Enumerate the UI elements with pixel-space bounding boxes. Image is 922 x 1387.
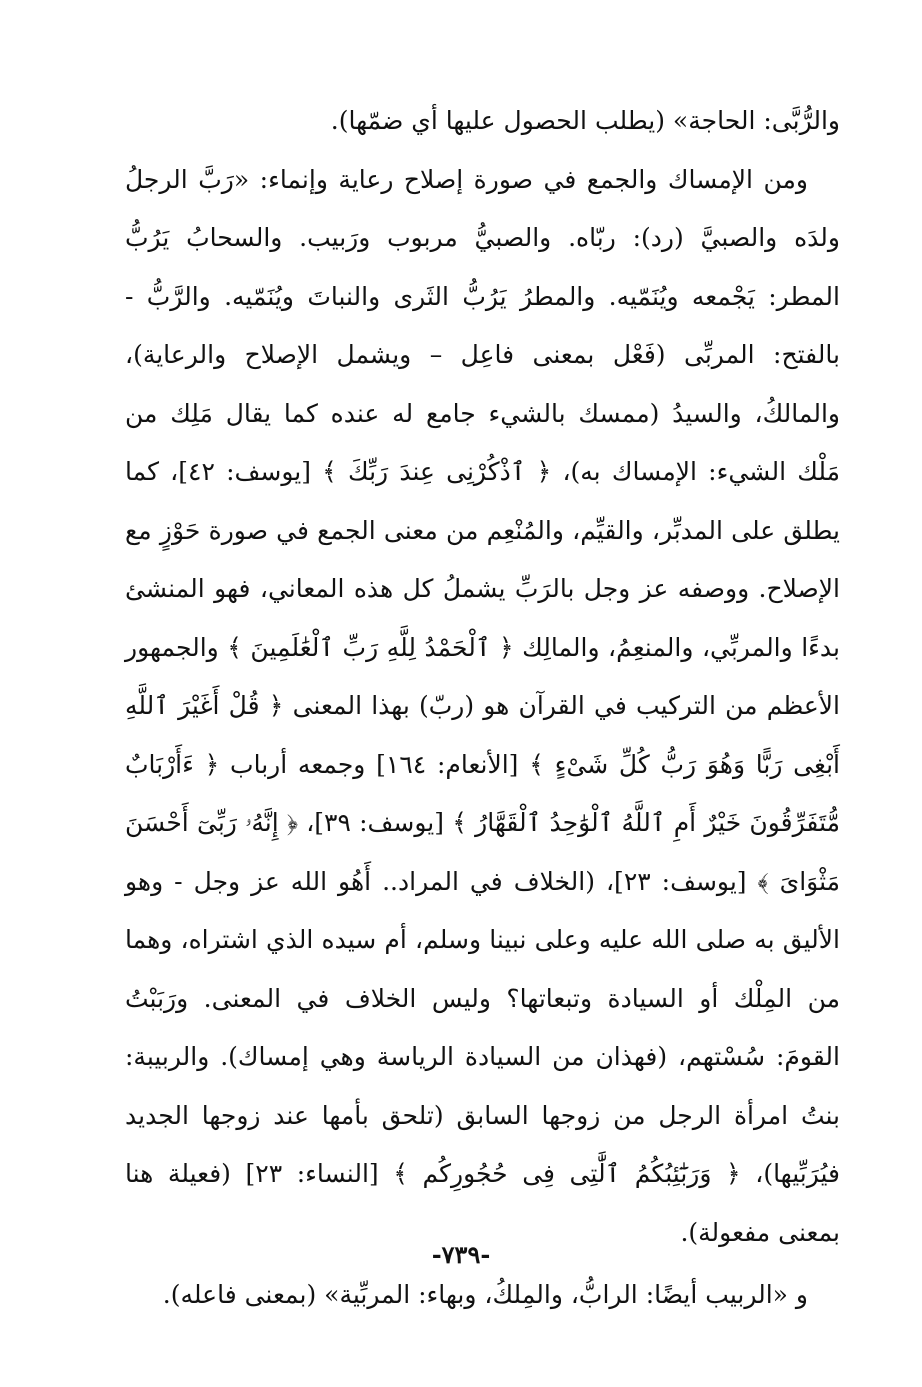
paragraph-1: والرُّبَّى: الحاجة» (يطلب الحصول عليها أي ضمّها). xyxy=(330,106,840,135)
paragraph-2: ومن الإمساك والجمع في صورة إصلاح رعاية وإنماء: «رَبَّ الرجلُ ولدَه والصبيَّ (رد): ربّاه. والصبيُّ مربوب ورَبيب. والسحابُ يَرُبُّ المطر: يَجْمعه ويُنَمّيه. والمطرُ يَرُبُّ الثَرى والنباتَ ويُنَمّيه. والرَّبُّ - بالفتح: المربِّى (فَعْل بمعنى فاعِل – ويشمل الإصلاح والرعاية)، والمالكُ، والسيدُ (ممسك بالشيء جامع له عنده كما يقال مَلِك من مَلْك الشيء: الإمساك به)، ﴿ ٱذْكُرْنِى عِندَ رَبِّكَ ﴾ [يوسف: ٤٢]، كما يطلق على المدبِّر، والقيِّم، والمُنْعِم من معنى الجمع في صورة حَوْزٍ مع الإصلاح. ووصفه عز وجل بالرَبِّ يشملُ كل هذه المعاني، فهو المنشئ بدءًا والمربِّي، والمنعِمُ، والمالِك ﴿ ٱلْحَمْدُ لِلَّهِ رَبِّ ٱلْعَٰلَمِينَ ﴾ والجمهور الأعظم من التركيب في القرآن هو (ربّ) بهذا المعنى ﴿ قُلْ أَغَيْرَ ٱللَّهِ أَبْغِى رَبًّا وَهُوَ رَبُّ كُلِّ شَىْءٍ ﴾ [الأنعام: ١٦٤] وجمعه أرباب ﴿ ءَأَرْبَابٌ مُّتَفَرِّقُونَ خَيْرٌ أَمِ ٱللَّهُ ٱلْوَٰحِدُ ٱلْقَهَّارُ ﴾ [يوسف: ٣٩]، ﴿ إِنَّهُۥ رَبِّىٓ أَحْسَنَ مَثْوَاىَ ﴾ [يوسف: ٢٣]، (الخلاف في المراد.. أَهُو الله عز وجل - وهو الأليق به صلى الله عليه وعلى نبينا وسلم، أم سيده الذي اشتراه، وهما من المِلْك أو السيادة وتبعاتها؟ وليس الخلاف في المعنى. ورَبَبْتُ القومَ: سُسْتهم، (فهذان من السيادة الرياسة وهي إمساك). والربيبة: بنتُ امرأة الرجل من زوجها السابق (تلحق بأمها عند زوجها الجديد فيُرَبِّيها)، ﴿ وَرَبَٰٓئِبُكُمُ ٱلَّٰتِى فِى حُجُورِكُم ﴾ [النساء: ٢٣] (فعيلة هنا بمعنى مفعولة). xyxy=(125,164,841,1247)
paragraph-3: و «الربيب أيضًا: الرابُّ، والمِلكُ، وبهاء: المربِّية» (بمعنى فاعله). xyxy=(162,1280,808,1309)
page-number: -٧٣٩- xyxy=(431,1240,491,1269)
body-text xyxy=(125,92,840,1325)
